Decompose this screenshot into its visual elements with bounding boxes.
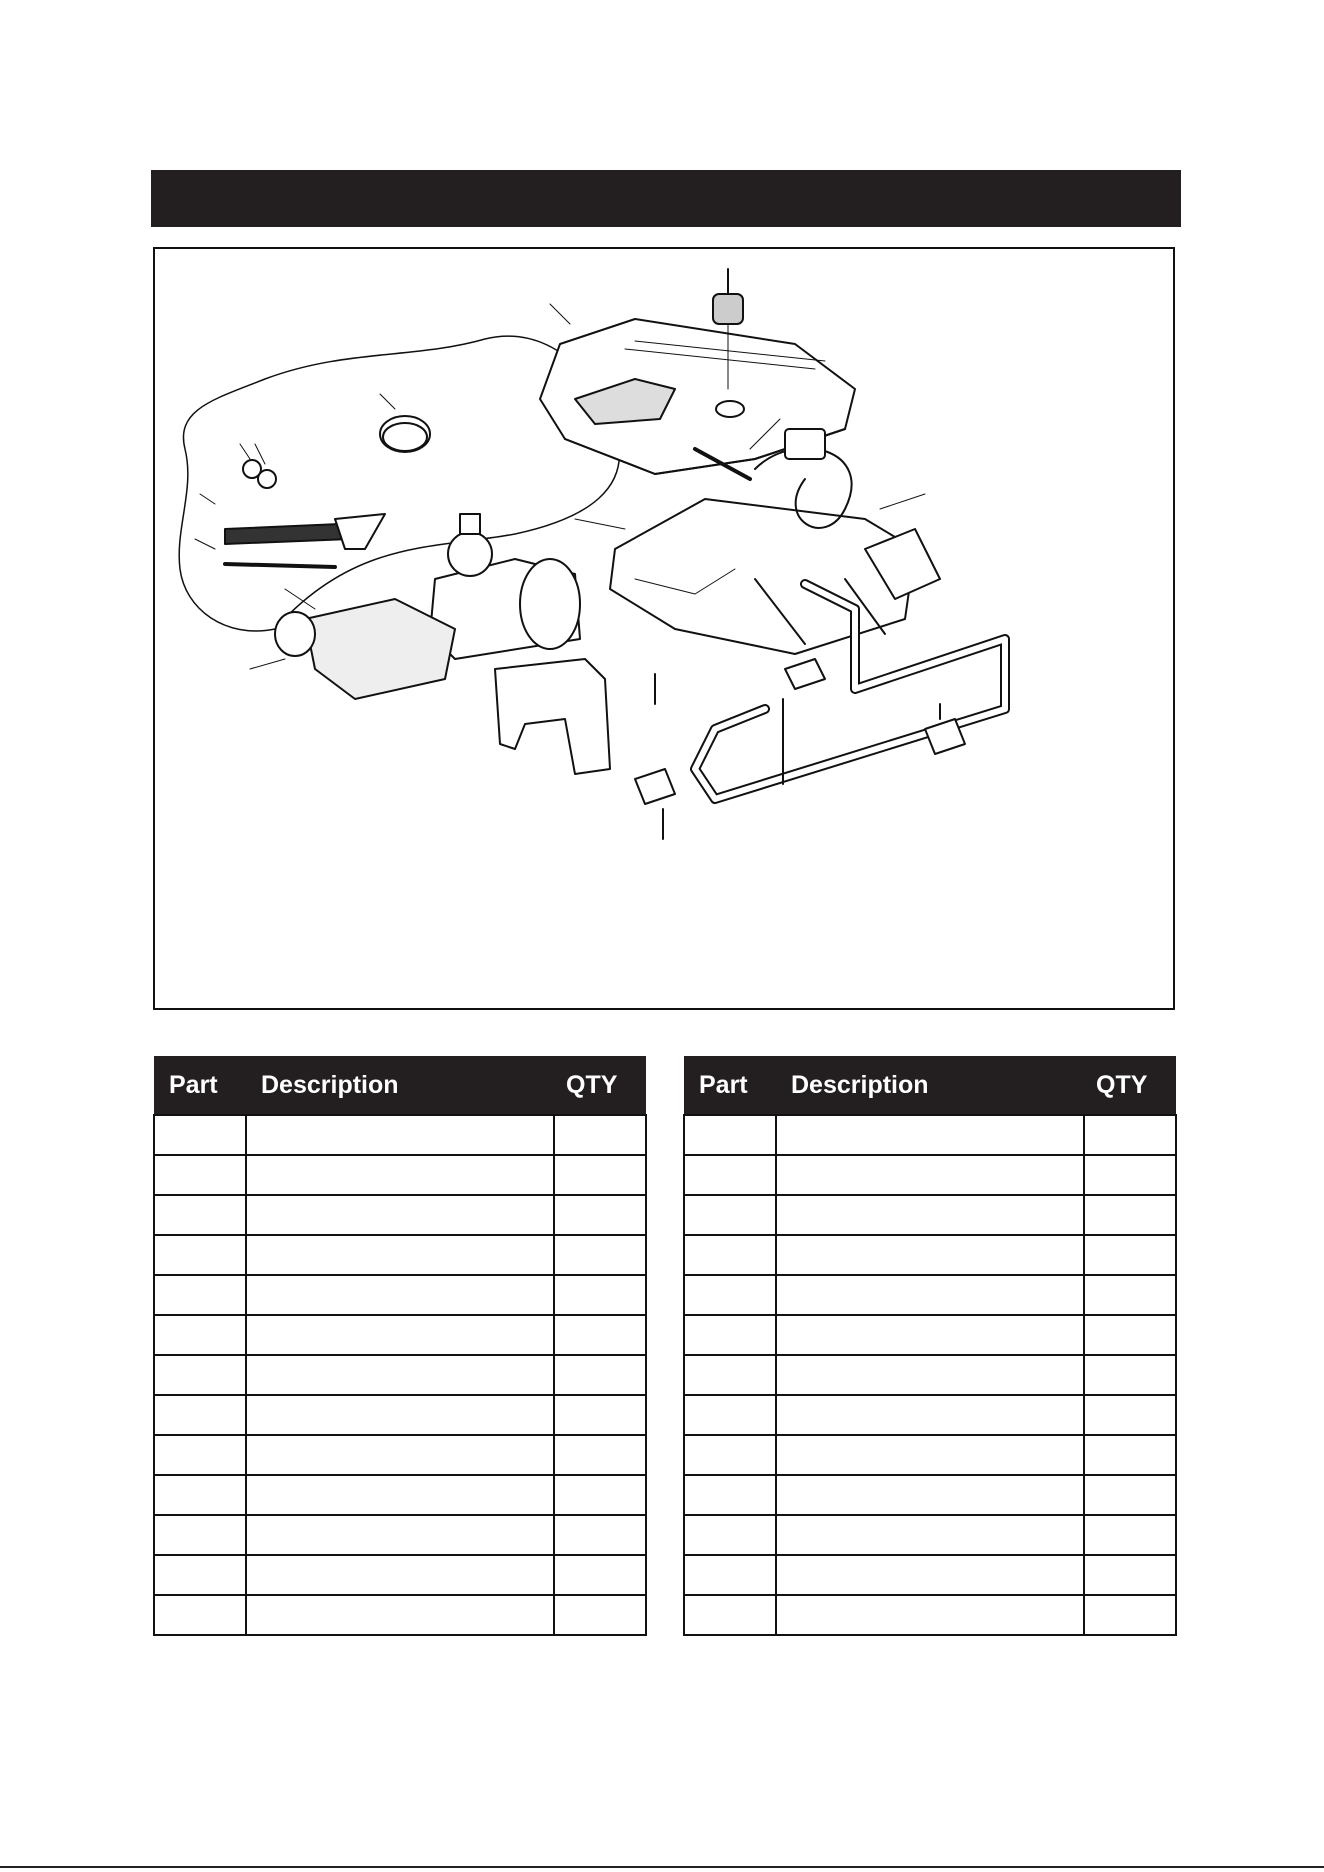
description-cell [246, 1475, 554, 1515]
shield-plate-part [495, 659, 610, 774]
table-row [154, 1355, 646, 1395]
part-cell [154, 1115, 246, 1155]
qty-cell [1084, 1515, 1176, 1555]
description-cell [776, 1435, 1084, 1475]
part-cell [684, 1475, 776, 1515]
foot-part [785, 659, 825, 689]
qty-cell [1084, 1195, 1176, 1235]
part-cell [684, 1315, 776, 1355]
part-cell [154, 1395, 246, 1435]
qty-column-header: QTY [1084, 1056, 1176, 1115]
qty-cell [554, 1155, 646, 1195]
description-cell [776, 1555, 1084, 1595]
description-cell [246, 1155, 554, 1195]
table-row [154, 1515, 646, 1555]
description-cell [246, 1195, 554, 1235]
part-cell [684, 1515, 776, 1555]
description-cell [776, 1595, 1084, 1635]
detergent-bottle-part [448, 514, 492, 576]
part-cell [154, 1595, 246, 1635]
qty-cell [1084, 1115, 1176, 1155]
qty-cell [554, 1515, 646, 1555]
footer-rule [0, 1866, 1324, 1868]
description-cell [246, 1275, 554, 1315]
description-cell [246, 1555, 554, 1595]
qty-cell [554, 1435, 646, 1475]
table-row [684, 1355, 1176, 1395]
table-row [154, 1195, 646, 1235]
table-row [154, 1395, 646, 1435]
table-row [684, 1235, 1176, 1275]
description-cell [246, 1595, 554, 1635]
qty-cell [1084, 1315, 1176, 1355]
description-cell [776, 1155, 1084, 1195]
part-cell [154, 1275, 246, 1315]
part-cell [684, 1155, 776, 1195]
title-bar [151, 170, 1181, 227]
base-tray-part [610, 499, 915, 654]
description-column-header: Description [776, 1056, 1084, 1115]
part-cell [684, 1355, 776, 1395]
table-row [684, 1155, 1176, 1195]
description-cell [776, 1515, 1084, 1555]
qty-cell [1084, 1275, 1176, 1315]
part-cell [154, 1315, 246, 1355]
description-cell [776, 1315, 1084, 1355]
table-row [684, 1555, 1176, 1595]
foot-part [635, 769, 675, 804]
table-header-row [684, 1056, 1176, 1115]
table-row [684, 1515, 1176, 1555]
parts-table-left [153, 1056, 647, 1636]
qty-cell [554, 1115, 646, 1155]
qty-column-header: QTY [554, 1056, 646, 1115]
qty-cell [1084, 1475, 1176, 1515]
part-cell [684, 1395, 776, 1435]
table-row [154, 1475, 646, 1515]
qty-cell [1084, 1595, 1176, 1635]
part-cell [684, 1235, 776, 1275]
table-header-row [154, 1056, 646, 1115]
description-cell [246, 1235, 554, 1275]
description-cell [246, 1355, 554, 1395]
part-cell [154, 1555, 246, 1595]
description-cell [246, 1115, 554, 1155]
part-column-header: Part [684, 1056, 776, 1115]
part-cell [684, 1195, 776, 1235]
qty-cell [1084, 1155, 1176, 1195]
part-cell [154, 1155, 246, 1195]
extension-wand-part [225, 564, 335, 567]
table-row [684, 1315, 1176, 1355]
exploded-parts-diagram [153, 247, 1175, 1010]
qty-cell [554, 1595, 646, 1635]
qty-cell [1084, 1355, 1176, 1395]
table-row [154, 1595, 646, 1635]
qty-cell [554, 1235, 646, 1275]
description-cell [776, 1235, 1084, 1275]
table-row [684, 1275, 1176, 1315]
table-row [684, 1435, 1176, 1475]
qty-cell [1084, 1395, 1176, 1435]
qty-cell [1084, 1435, 1176, 1475]
part-cell [684, 1555, 776, 1595]
description-cell [776, 1275, 1084, 1315]
part-cell [154, 1195, 246, 1235]
qty-cell [1084, 1235, 1176, 1275]
description-cell [776, 1395, 1084, 1435]
description-cell [776, 1355, 1084, 1395]
qty-cell [554, 1195, 646, 1235]
qty-cell [554, 1475, 646, 1515]
nozzle-part [258, 470, 276, 488]
pump-part [275, 599, 455, 699]
description-cell [776, 1195, 1084, 1235]
part-cell [154, 1355, 246, 1395]
table-row [154, 1235, 646, 1275]
table-row [154, 1315, 646, 1355]
table-row [684, 1195, 1176, 1235]
table-row [684, 1595, 1176, 1635]
qty-cell [554, 1275, 646, 1315]
parts-table-right [683, 1056, 1177, 1636]
description-column-header: Description [246, 1056, 554, 1115]
table-row [684, 1395, 1176, 1435]
qty-cell [554, 1555, 646, 1595]
part-cell [154, 1435, 246, 1475]
part-cell [684, 1435, 776, 1475]
part-cell [154, 1515, 246, 1555]
table-row [684, 1115, 1176, 1155]
table-row [154, 1155, 646, 1195]
table-row [154, 1435, 646, 1475]
hose-part [380, 416, 430, 452]
part-cell [684, 1595, 776, 1635]
bolt-part [655, 674, 663, 839]
qty-cell [1084, 1555, 1176, 1595]
part-cell [684, 1275, 776, 1315]
description-cell [246, 1435, 554, 1475]
part-cell [154, 1235, 246, 1275]
qty-cell [554, 1315, 646, 1355]
description-cell [246, 1395, 554, 1435]
table-row [154, 1115, 646, 1155]
description-cell [246, 1515, 554, 1555]
description-cell [246, 1315, 554, 1355]
table-row [154, 1555, 646, 1595]
part-cell [154, 1475, 246, 1515]
qty-cell [554, 1355, 646, 1395]
table-row [154, 1275, 646, 1315]
spray-gun-part [225, 514, 385, 549]
part-column-header: Part [154, 1056, 246, 1115]
part-cell [684, 1115, 776, 1155]
description-cell [776, 1115, 1084, 1155]
qty-cell [554, 1395, 646, 1435]
table-row [684, 1475, 1176, 1515]
parts-illustration [155, 249, 1173, 1008]
description-cell [776, 1475, 1084, 1515]
